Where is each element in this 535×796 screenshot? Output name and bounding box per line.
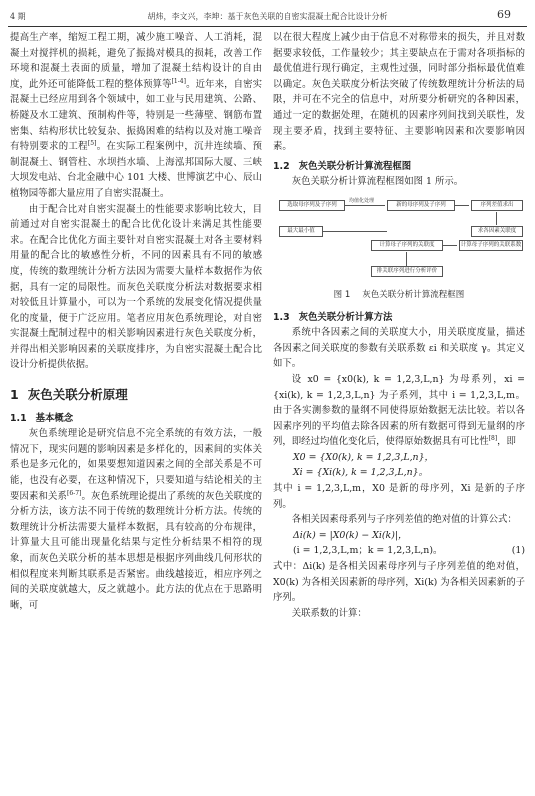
paragraph-where-difference: 式中：Δi(k) 是各相关因素母序列与子序列差值的绝对值，X0(k) 为各相关因素新的母序列，Xi(k) 为各相关因素新的子序列。 <box>273 561 525 604</box>
page-header <box>10 8 525 22</box>
subsection-heading-1-1: 1.1 基本概念 <box>10 412 74 424</box>
citation[interactable]: [6-7] <box>67 489 82 497</box>
flow-box-rank-evaluate: 排关联序列进行分析评价 <box>371 266 443 277</box>
paragraph-relational-definition: 系统中各因素之间的关联度大小，用关联度度量，描述各因素之间关联度的参数有关联系数 εi 和关联度 γ。其定义如下。 <box>273 327 525 370</box>
paragraph-where: 其中 i = 1,2,3,L,m，X0 是新的母序列，Xi 是新的子序列。 <box>273 483 525 510</box>
flow-label-normalize: 均值化处理 <box>349 197 375 204</box>
paragraph-coefficient-intro: 关联系数的计算： <box>291 607 367 619</box>
paragraph-basic-concept: 灰色系统理论是研究信息不完全系统的有效方法，一般情况下，现实问题的影响因素是多样化的，因素间的实体关系也是多元化的，如果要想知道因素之间的全部关系是不可能，也没有必要，在这种情况下，只要知道与结论相关的主要因素和关系[6-7]。灰色系统理论提出了系统的灰色关联度的分析方法，该方法不同于传统的数理统计分析方法。传统的数理统计分析法需要大量样本数据，具有较高的分布规律，计算量大且可能出现量化结果与定性分析结果不相符的现象，而灰色关联分析的基本思想是根据序列曲线几何形状的相似程度来判断其联系是否紧密。曲线越接近，相应序列之间的关联度就越大，反之就越小。此方法的优点在于思路明晰，可 <box>10 428 262 611</box>
paragraph-sequences: 设 x0 = {x0(k), k = 1,2,3,L,n} 为母系列，xi = {xi(k), k = 1,2,3,L,n} 为子系列，其中 i = 1,2,3,L,m。由于各实测参数的量纲不同使得原始数据无法比较。若以各因素序列的平均值去除各因素的所有数据可得到无量纲的序列，即经过均值化变化后，使得原始数据具有可比性[8]，即 <box>273 373 525 448</box>
paragraph-method-summary: 以在很大程度上减少由于信息不对称带来的损失，并且对数据要求较低，工作量较少；其主要缺点在于需对各项指标的最优值进行现行确定，主观性过强，同时部分指标最优值难以确定。灰色关联度分析法突破了传统数理统计分析法的局限，并可在不完全的信息中，对所要分析研究的各种因素，通过一定的数据处理，在随机的因素序列间找到关联性，发现主要矛盾，找到主要特征、主要影响因素和次要影响因素。 <box>273 32 525 153</box>
section-heading-1: 1 灰色关联分析原理 <box>10 387 128 403</box>
flow-box-new-sequences: 新的母序列及子序列 <box>387 200 455 211</box>
issue-number: 4 期 <box>10 12 26 21</box>
equation-difference: Δi(k) = |X0(k) − Xi(k)|， <box>293 529 408 541</box>
right-column <box>273 30 525 621</box>
equation-mother-sequence: X0 = {X0(k), k = 1,2,3,L,n}， <box>293 451 434 463</box>
citation[interactable]: [5] <box>87 140 97 148</box>
citation[interactable]: [8] <box>488 435 498 443</box>
subsection-heading-1-3: 1.3 灰色关联分析计算方法 <box>273 311 393 323</box>
paragraph-mix-ratio: 由于配合比对自密实混凝土的性能要求影响比较大，目前通过对自密实混凝土的配合比优化设计来满足其性能要求。在配合比优化方面主要针对自密实混凝土对各主要材料用量的配合比的敏感性分析，不同的因素具有不同的敏感度，传统的数理统计分析方法因为需要大量样本数据作为依据，具有一定的局限性。而灰色关联度分析法对数据要求相对较低且计算量小，可以为一个系统的发展变化情况提供量化的度量，便于广泛应用。笔者应用灰色系统理论，对自密实混凝土配制过程中的相关影响因素进行灰色关联度分析，并得出相关影响因素的关联度排序，为自密实混凝土配合比设计分析提供依据。 <box>10 203 262 371</box>
flow-box-relational-coefficient: 计算母子序列的关联系数 <box>459 240 523 251</box>
intro-paragraph-continued: 提高生产率，缩短工程工期，减少施工噪音、人工消耗，混凝土对搅拌机的损耗，避免了振捣对模具的损耗，改善工作环境和混凝土表面的质量，增加了混凝土结构设计的自由度，此外还可能降低工程的整体预算等[1-4]。近年来，自密实混凝土已经应用到各个领域中，如工业与民用建筑、公路、桥隧及水工建筑、预制构件等，特别是一些薄壁、钢筋布置密集、结构形状比较复杂、振捣困难的结构以及对施工噪音有特别要求的工程[5]。在实际工程案例中，沉井连续墙、预制混凝土、钢管柱、水坝挡水墙、上海泓邦国际大厦、三峡大坝发电站、台北金融中心 101 大楼、世博演艺中心、辰山植物园等都大量应用了自密实混凝土。 <box>10 32 262 199</box>
running-title: 胡炜，李文兴，李坤：基于灰色关联的自密实混凝土配合比设计分析 <box>147 12 388 21</box>
flow-box-relational-grade: 计算母子序列的关联度 <box>371 240 443 251</box>
left-column <box>10 30 262 613</box>
equation-number: (1) <box>511 545 525 557</box>
flow-arrow <box>406 252 407 266</box>
flow-box-select-sequences: 选取母序列及子序列 <box>279 200 345 211</box>
figure-caption: 图 1 灰色关联分析计算流程框图 <box>333 289 465 300</box>
flow-arrow <box>443 245 457 246</box>
subsection-heading-1-2: 1.2 灰色关联分析计算流程框图 <box>273 160 412 172</box>
flow-box-difference: 序列差值求出 <box>471 200 523 211</box>
header-rule <box>8 26 527 27</box>
flow-arrow <box>455 205 469 206</box>
paragraph-difference-formula-intro: 各相关因素母系列与子序列差值的绝对值的计算公式： <box>291 514 517 526</box>
flow-arrow <box>323 231 387 232</box>
flow-box-factor-relational: 求各因素关联度 <box>471 226 523 237</box>
citation[interactable]: [1-4] <box>171 77 186 85</box>
page-number: 69 <box>497 8 511 21</box>
equation-child-sequence: Xi = {Xi(k), k = 1,2,3,L,n}。 <box>293 467 428 479</box>
flow-arrow <box>496 212 497 225</box>
equation-indices: (i = 1,2,3,L,m；k = 1,2,3,L,n)。 (1) <box>273 543 525 559</box>
paragraph-flowchart-intro: 灰色关联分析计算流程框图如图 1 所示。 <box>291 176 464 188</box>
flow-box-max-min: 最大最小值 <box>279 226 323 237</box>
flowchart-figure <box>273 194 525 286</box>
